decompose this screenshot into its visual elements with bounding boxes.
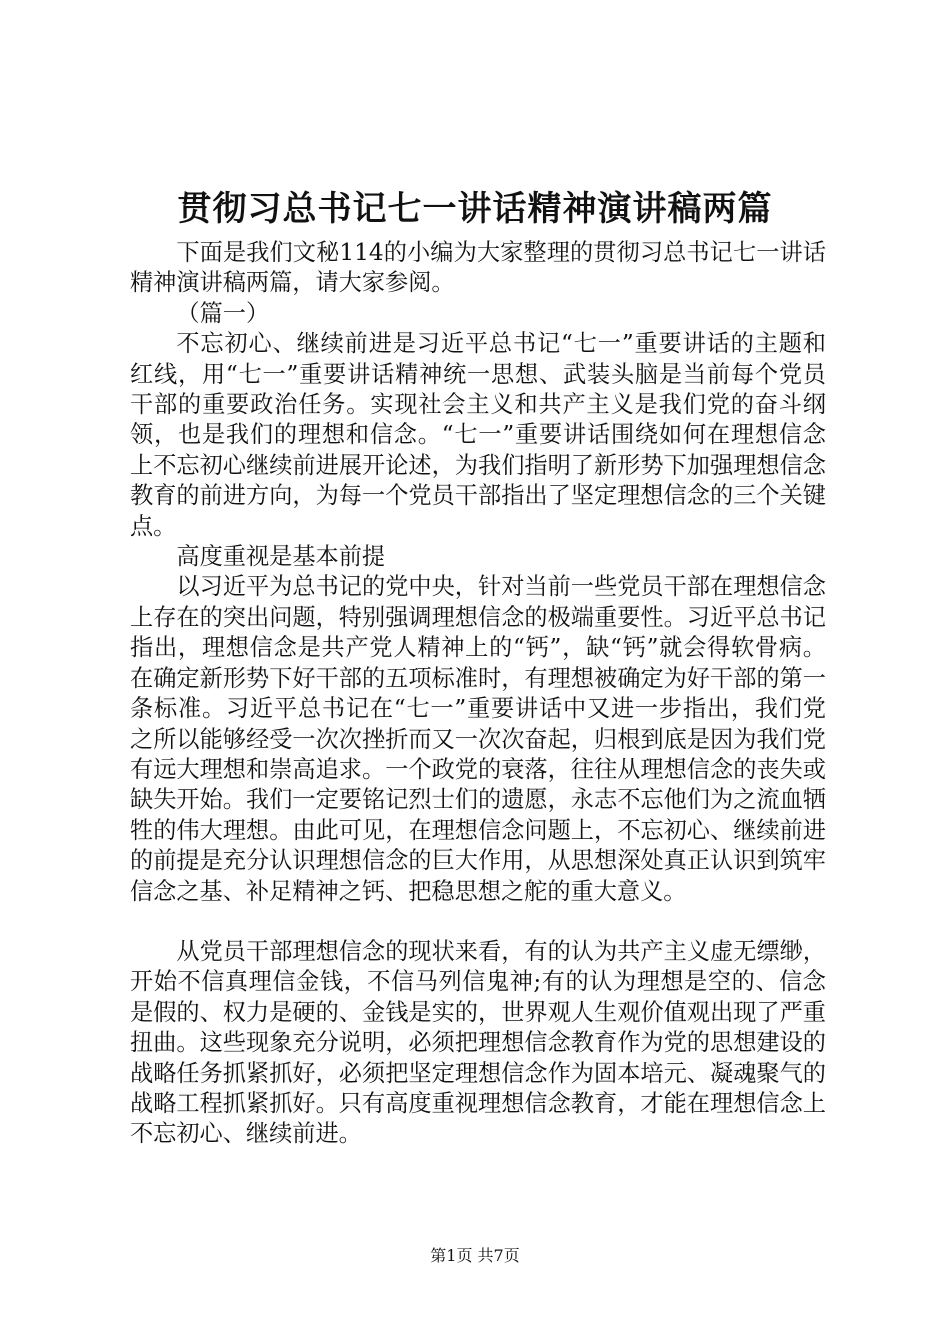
section-heading: 高度重视是基本前提 [176, 543, 386, 571]
paragraph-intro: 下面是我们文秘114的小编为大家整理的贯彻习总书记七一讲话精神演讲稿两篇，请大家参阅。 [130, 239, 826, 297]
document-title: 贯彻习总书记七一讲话精神演讲稿两篇 [177, 189, 773, 229]
page-footer: 第1页 共7页 [430, 1246, 520, 1265]
document-body [130, 238, 826, 1150]
paragraph-status: 从党员干部理想信念的现状来看，有的认为共产主义虚无缥缈，开始不信真理信金钱，不信马列信鬼神;有的认为理想是空的、信念是假的、权力是硬的、金钱是实的，世界观人生观价值观出现了严重扭曲。这些现象充分说明，必须把理想信念教育作为党的思想建设的战略任务抓紧抓好，必须把坚定理想信念作为固本培元、凝魂聚气的战略工程抓紧抓好。只有高度重视理想信念教育，才能在理想信念上不忘初心、继续前进。 [130, 937, 826, 1148]
paragraph-section-label: （篇一） [176, 299, 270, 327]
paragraph-premise: 以习近平为总书记的党中央，针对当前一些党员干部在理想信念上存在的突出问题，特别强调理想信念的极端重要性。习近平总书记指出，理想信念是共产党人精神上的“钙”，缺“钙”就会得软骨病。在确定新形势下好干部的五项标准时，有理想被确定为好干部的第一条标准。习近平总书记在“七一”重要讲话中又进一步指出，我们党之所以能够经受一次次挫折而又一次次奋起，归根到底是因为我们党有远大理想和崇高追求。一个政党的衰落，往往从理想信念的丧失或缺失开始。我们一定要铭记烈士们的遗愿，永志不忘他们为之流血牺牲的伟大理想。由此可见，在理想信念问题上，不忘初心、继续前进的前提是充分认识理想信念的巨大作用，从思想深处真正认识到筑牢信念之基、补足精神之钙、把稳思想之舵的重大意义。 [130, 573, 826, 905]
paragraph-opening: 不忘初心、继续前进是习近平总书记“七一”重要讲话的主题和红线，用“七一”重要讲话精神统一思想、武装头脑是当前每个党员干部的重要政治任务。实现社会主义和共产主义是我们党的奋斗纲领，也是我们的理想和信念。“七一”重要讲话围绕如何在理想信念上不忘初心继续前进展开论述，为我们指明了新形势下加强理想信念教育的前进方向，为每一个党员干部指出了坚定理想信念的三个关键点。 [130, 330, 826, 540]
